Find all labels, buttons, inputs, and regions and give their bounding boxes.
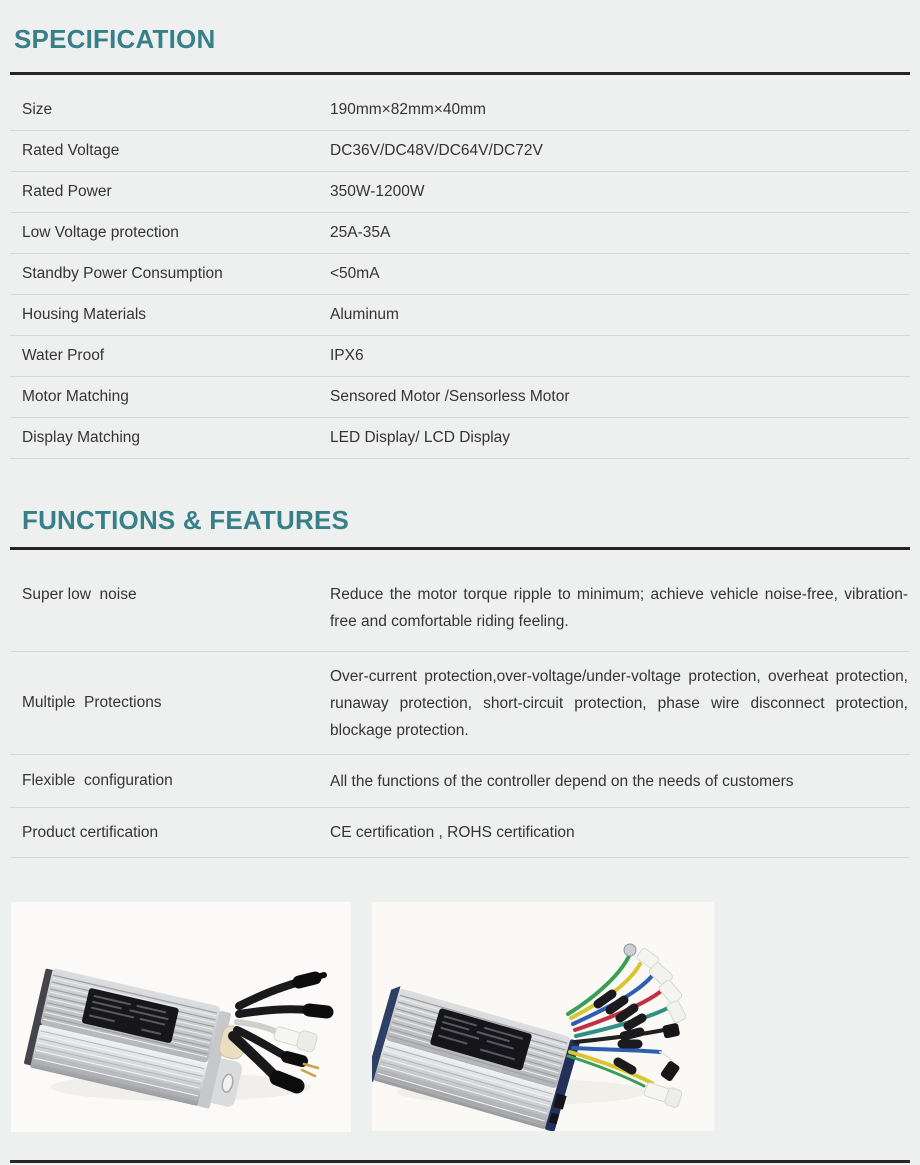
spec-row-value: 25A-35A	[330, 224, 391, 241]
spec-row-label: Motor Matching	[22, 388, 129, 405]
spec-row-value: LED Display/ LCD Display	[330, 429, 511, 446]
spec-table-row	[10, 295, 910, 336]
functions-table	[10, 551, 910, 858]
product-photo-controller-harness	[372, 902, 714, 1131]
functions-row-label: Flexible configuration	[22, 772, 173, 789]
functions-row-value: Reduce the motor torque ripple to minimum; achieve vehicle noise-free, vibration-free and comfortable riding feeling.	[330, 586, 908, 630]
spec-row-value: 350W-1200W	[330, 183, 425, 200]
spec-row-label: Low Voltage protection	[22, 224, 179, 241]
controller-with-harness-illustration	[372, 902, 714, 1131]
functions-table-row	[10, 551, 910, 652]
functions-row-value: Over-current protection,over-voltage/under-voltage protection, overheat protection, runaway protection, short-circuit protection, phase wire disconnect protection, blockage protection.	[330, 667, 908, 739]
spec-table-row	[10, 418, 910, 459]
spec-table-row	[10, 254, 910, 295]
controller-body	[372, 984, 583, 1131]
spec-row-label: Housing Materials	[22, 306, 147, 323]
spec-row-label: Standby Power Consumption	[22, 265, 223, 282]
functions-row-value: All the functions of the controller depend on the needs of customers	[330, 772, 794, 790]
spec-row-label: Display Matching	[22, 429, 141, 446]
functions-features-title: FUNCTIONS & FEATURES	[22, 505, 350, 535]
specification-title: SPECIFICATION	[14, 24, 216, 54]
functions-row-value: CE certification , ROHS certification	[330, 824, 575, 841]
product-photo-controller-cables	[11, 902, 351, 1132]
spec-row-label: Water Proof	[22, 347, 105, 364]
functions-table-row	[10, 755, 910, 808]
spec-row-label: Rated Voltage	[22, 142, 120, 159]
spec-row-value: IPX6	[330, 347, 364, 364]
spec-row-value: DC36V/DC48V/DC64V/DC72V	[330, 142, 543, 159]
spec-table-row	[10, 131, 910, 172]
functions-table-row	[10, 808, 910, 858]
bottom-divider	[10, 1160, 910, 1163]
spec-table-row	[10, 90, 910, 131]
spec-table-row	[10, 172, 910, 213]
spec-row-value: <50mA	[330, 265, 380, 282]
functions-divider	[10, 547, 910, 550]
controller-body	[23, 966, 254, 1114]
spec-table-row	[10, 336, 910, 377]
spec-row-label: Rated Power	[22, 183, 112, 200]
controller-with-cables-illustration	[11, 902, 351, 1132]
spec-row-value: 190mm×82mm×40mm	[330, 101, 486, 118]
spec-row-label: Size	[22, 101, 53, 118]
functions-row-label: Multiple Protections	[22, 694, 162, 711]
spec-row-value: Sensored Motor /Sensorless Motor	[330, 388, 570, 405]
specification-table	[10, 90, 910, 459]
spec-table-row	[10, 213, 910, 254]
spec-table-row	[10, 377, 910, 418]
hex-nut	[624, 944, 636, 956]
specification-divider	[10, 72, 910, 75]
functions-table-row	[10, 652, 910, 755]
functions-row-label: Super low noise	[22, 586, 137, 603]
functions-row-label: Product certification	[22, 823, 159, 841]
spec-row-value: Aluminum	[330, 306, 399, 323]
